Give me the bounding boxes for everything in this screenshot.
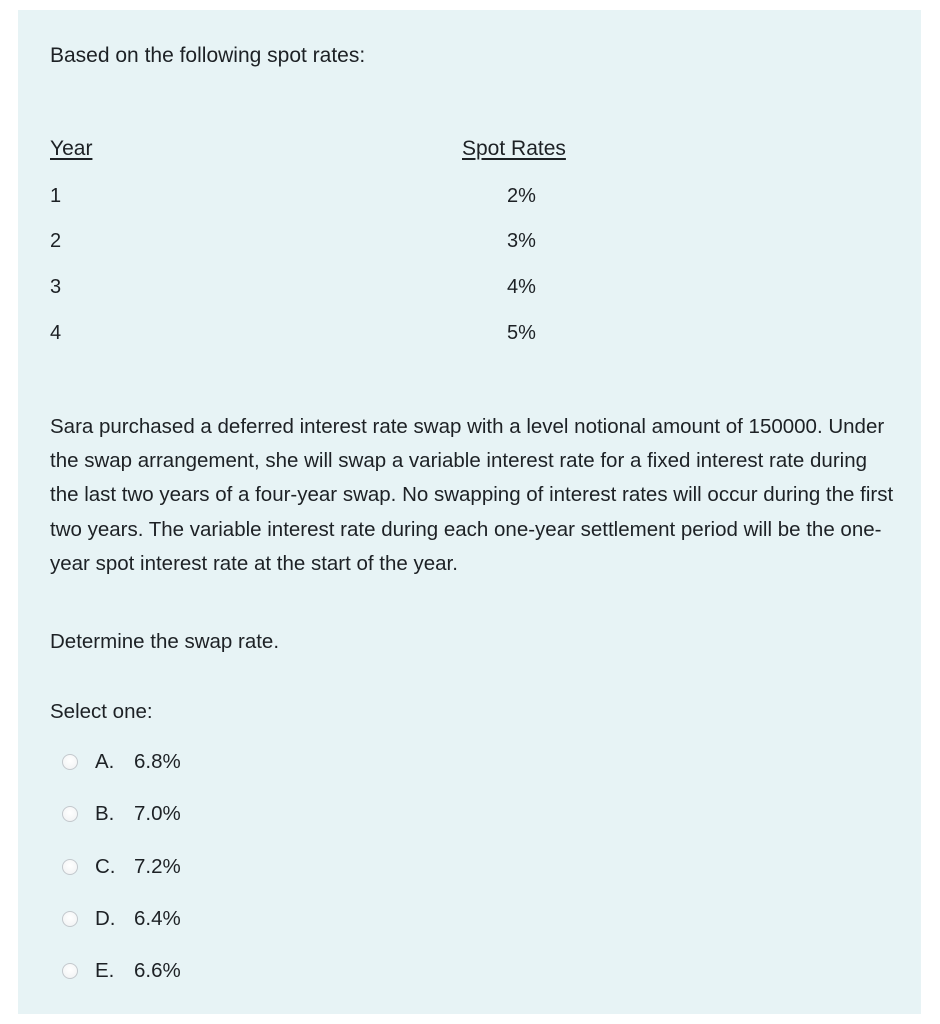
option-text[interactable]: 7.0%	[134, 802, 181, 825]
option-text[interactable]: 6.4%	[134, 907, 181, 930]
option-letter: E.	[95, 959, 115, 982]
radio-button[interactable]	[62, 754, 78, 770]
option-letter: D.	[95, 907, 116, 930]
table-cell-rate: 5%	[507, 322, 536, 344]
radio-button[interactable]	[62, 911, 78, 927]
option-letter: C.	[95, 855, 116, 878]
option-text[interactable]: 6.6%	[134, 959, 181, 982]
table-header-spot-rates: Spot Rates	[462, 137, 566, 160]
question-prompt: Determine the swap rate.	[50, 630, 280, 653]
table-header-year: Year	[50, 137, 93, 160]
table-cell-rate: 4%	[507, 276, 536, 298]
option-c[interactable]	[62, 852, 181, 882]
option-letter: B.	[95, 802, 115, 825]
question-paragraph: Sara purchased a deferred interest rate swap with a level notional amount of 150000. Under the swap arrangement, she will swap a variable interest rate for a fixed interest rate during the last two years of a four-year swap. No swapping of interest rates will occur during the first two years. The variable interest rate during each one-year settlement period will be the one-year spot interest rate at the start of the year.	[50, 415, 894, 575]
option-a[interactable]	[62, 747, 181, 777]
table-cell-year: 2	[50, 230, 62, 252]
table-cell-rate: 3%	[507, 230, 536, 252]
option-e[interactable]	[62, 956, 181, 986]
question-card	[18, 10, 921, 1014]
select-one-label: Select one:	[50, 700, 153, 723]
table-cell-year: 3	[50, 276, 62, 298]
option-letter: A.	[95, 750, 115, 773]
option-d[interactable]	[62, 904, 181, 934]
intro-text: Based on the following spot rates:	[50, 44, 366, 67]
table-cell-year: 1	[50, 185, 62, 207]
radio-button[interactable]	[62, 859, 78, 875]
radio-button[interactable]	[62, 806, 78, 822]
radio-button[interactable]	[62, 963, 78, 979]
table-cell-rate: 2%	[507, 185, 536, 207]
table-cell-year: 4	[50, 322, 62, 344]
option-b[interactable]	[62, 799, 181, 829]
option-text[interactable]: 7.2%	[134, 855, 181, 878]
option-text[interactable]: 6.8%	[134, 750, 181, 773]
